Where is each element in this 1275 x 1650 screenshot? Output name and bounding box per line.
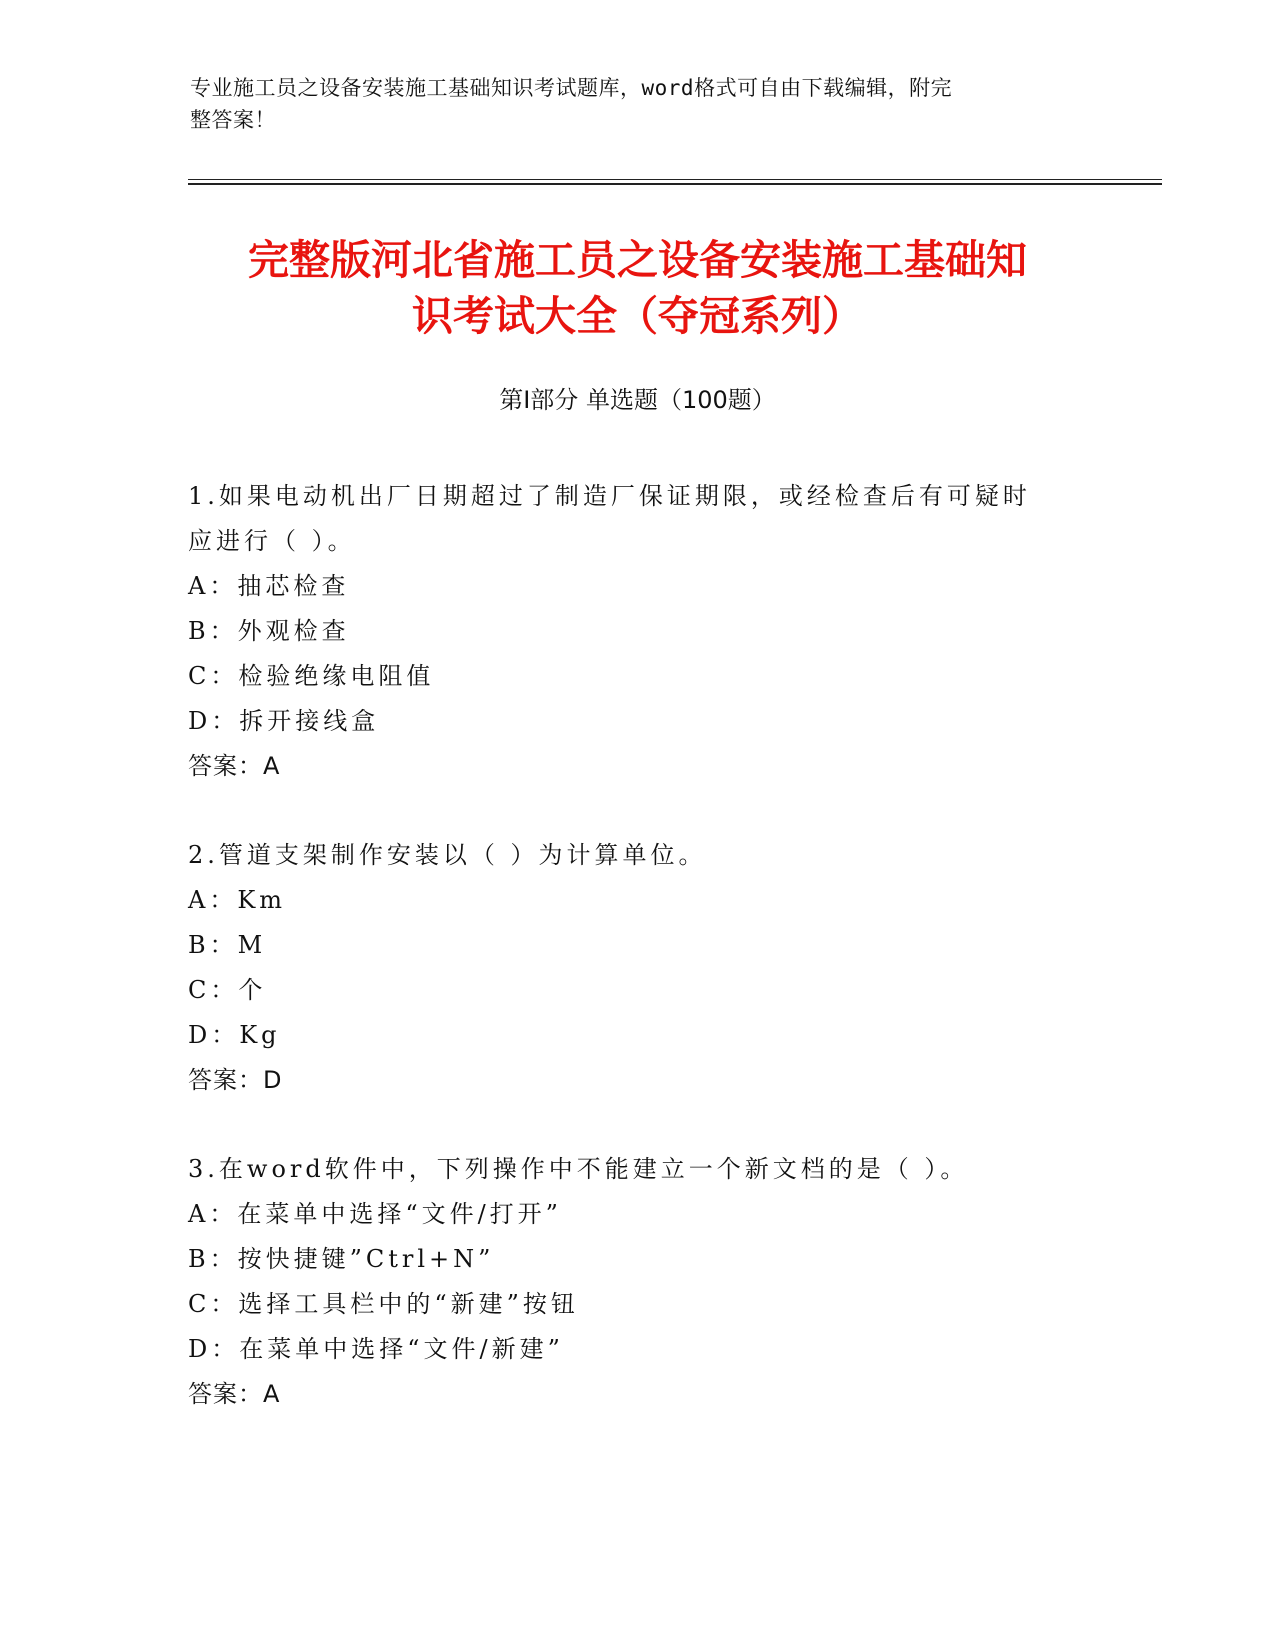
document-title [160,232,1115,344]
option-b: B：外观检查 [188,617,350,645]
question-list [188,474,1108,1461]
option-d: D：Kg [188,1021,281,1049]
option-b: B：按快捷键”Ctrl+N” [188,1245,495,1273]
header-note-line-1: 专业施工员之设备安装施工基础知识考试题库，word格式可自由下载编辑，附完 [190,76,953,100]
question-stem-continued: 应进行（ ）。 [188,527,356,555]
document-title-line-2: 识考试大全（夺冠系列） [412,292,863,340]
option-c: C：个 [188,976,267,1004]
option-c: C：选择工具栏中的“新建”按钮 [188,1290,579,1318]
question-stem: 2.管道支架制作安装以（ ）为计算单位。 [188,841,707,869]
answer: 答案：D [188,1066,283,1094]
option-d: D：拆开接线盒 [188,707,380,735]
option-a: A：在菜单中选择“文件/打开” [188,1200,562,1228]
option-a: A：Km [188,886,287,914]
header-note-line-2: 整答案！ [190,108,276,132]
header-divider-thick [188,183,1162,185]
header-divider-thin [188,179,1162,180]
question-stem: 3.在word软件中，下列操作中不能建立一个新文档的是（ ）。 [188,1155,969,1183]
header-note [190,72,1090,136]
answer: 答案：A [188,1380,281,1408]
answer: 答案：A [188,752,281,780]
document-title-line-1: 完整版河北省施工员之设备安装施工基础知 [248,236,1027,284]
section-heading: 第Ⅰ部分 单选题（100题） [499,386,776,414]
question-stem: 1.如果电动机出厂日期超过了制造厂保证期限，或经检查后有可疑时 [188,482,1031,510]
question-1 [188,474,1108,789]
option-a: A：抽芯检查 [188,572,350,600]
question-2 [188,833,1108,1103]
question-3 [188,1147,1108,1417]
option-c: C：检验绝缘电阻值 [188,662,435,690]
option-b: B：M [188,931,267,959]
option-d: D：在菜单中选择“文件/新建” [188,1335,564,1363]
